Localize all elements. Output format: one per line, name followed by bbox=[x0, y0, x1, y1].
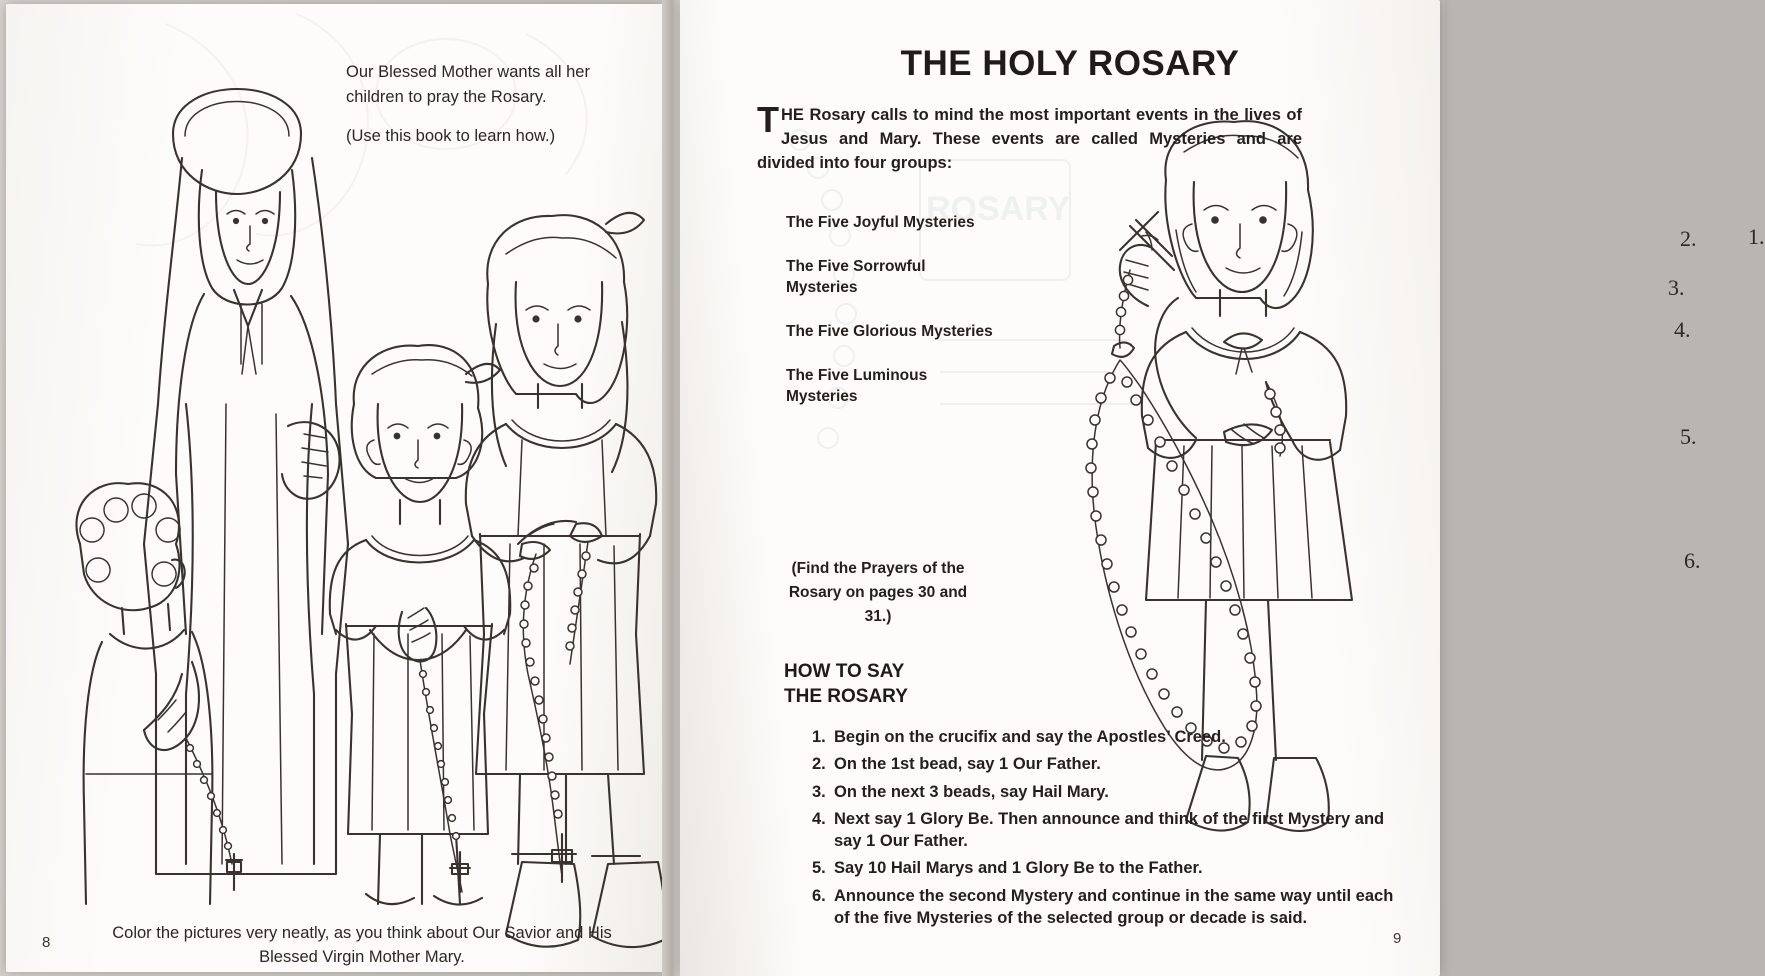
intro-dropcap: T bbox=[757, 99, 779, 140]
how-to-heading-line-2: THE ROSARY bbox=[784, 685, 908, 707]
step-item bbox=[812, 753, 1412, 775]
left-page-bottom-caption: Color the pictures very neatly, as you think about Our Savior and His Blessed Virgin Mother Mary. bbox=[112, 924, 612, 966]
right-page bbox=[680, 0, 1765, 976]
page-number-right: 9 bbox=[1393, 930, 1402, 947]
left-page bbox=[6, 4, 666, 972]
caption-line-1: Our Blessed Mother wants all her children to pray the Rosary. bbox=[346, 63, 590, 106]
step-text: Begin on the crucifix and say the Apostles’ Creed. bbox=[834, 728, 1226, 746]
find-prayers-note: (Find the Prayers of the Rosary on pages 30 and 31.) bbox=[788, 560, 968, 626]
rosary-callout-1: 1. bbox=[1748, 224, 1765, 249]
rosary-callout-4: 4. bbox=[1674, 317, 1691, 342]
step-text: Next say 1 Glory Be. Then announce and think of the first Mystery and say 1 Our Father. bbox=[834, 809, 1385, 851]
mystery-group-sorrowful: The Five Sorrowful Mysteries bbox=[786, 257, 926, 297]
step-item bbox=[812, 808, 1412, 853]
step-number: 6. bbox=[812, 886, 826, 905]
illustration-blessed-mother-and-children bbox=[36, 74, 656, 904]
step-number: 1. bbox=[812, 728, 826, 746]
center-girl-rosary bbox=[420, 660, 470, 892]
rosary-callout-3: 3. bbox=[1668, 275, 1685, 300]
intro-text: HE Rosary calls to mind the most important events in the lives of Jesus and Mary. These events are called Mysteries and are divided into four groups: bbox=[757, 106, 1302, 172]
page-number-left: 8 bbox=[42, 934, 51, 951]
step-item bbox=[812, 781, 1412, 803]
large-rosary bbox=[1086, 212, 1285, 770]
how-to-heading bbox=[784, 660, 908, 709]
older-girl-rosary bbox=[520, 542, 590, 882]
how-to-steps-list bbox=[812, 726, 1412, 934]
step-item bbox=[812, 726, 1412, 748]
intro-paragraph bbox=[757, 99, 1302, 176]
svg-text:ROSARY: ROSARY bbox=[926, 190, 1071, 228]
mystery-group-glorious: The Five Glorious Mysteries bbox=[786, 323, 993, 341]
step-text: On the next 3 beads, say Hail Mary. bbox=[834, 782, 1109, 801]
step-item bbox=[812, 885, 1412, 930]
step-text: Say 10 Hail Marys and 1 Glory Be to the Father. bbox=[834, 859, 1203, 878]
boy-rosary bbox=[186, 738, 242, 890]
step-item bbox=[812, 857, 1412, 879]
step-number: 3. bbox=[812, 782, 826, 801]
step-number: 2. bbox=[812, 755, 826, 774]
rosary-callout-6: 6. bbox=[1684, 548, 1701, 573]
step-number: 5. bbox=[812, 859, 826, 878]
rosary-callout-2: 2. bbox=[1680, 226, 1697, 251]
caption-line-2: (Use this book to learn how.) bbox=[346, 126, 556, 145]
how-to-heading-line-1: HOW TO SAY bbox=[784, 661, 905, 682]
mystery-group-luminous: The Five Luminous Mysteries bbox=[786, 366, 928, 406]
mystery-groups-list bbox=[786, 212, 996, 430]
step-text: Announce the second Mystery and continue in the same way until each of the five Mysteries of the selected group or decade is said. bbox=[834, 886, 1394, 927]
step-number: 4. bbox=[812, 809, 826, 828]
step-text: On the 1st bead, say 1 Our Father. bbox=[834, 755, 1101, 774]
page-title: THE HOLY ROSARY bbox=[900, 44, 1240, 83]
rosary-callout-5: 5. bbox=[1680, 424, 1697, 449]
mystery-group-joyful: The Five Joyful Mysteries bbox=[786, 214, 975, 231]
